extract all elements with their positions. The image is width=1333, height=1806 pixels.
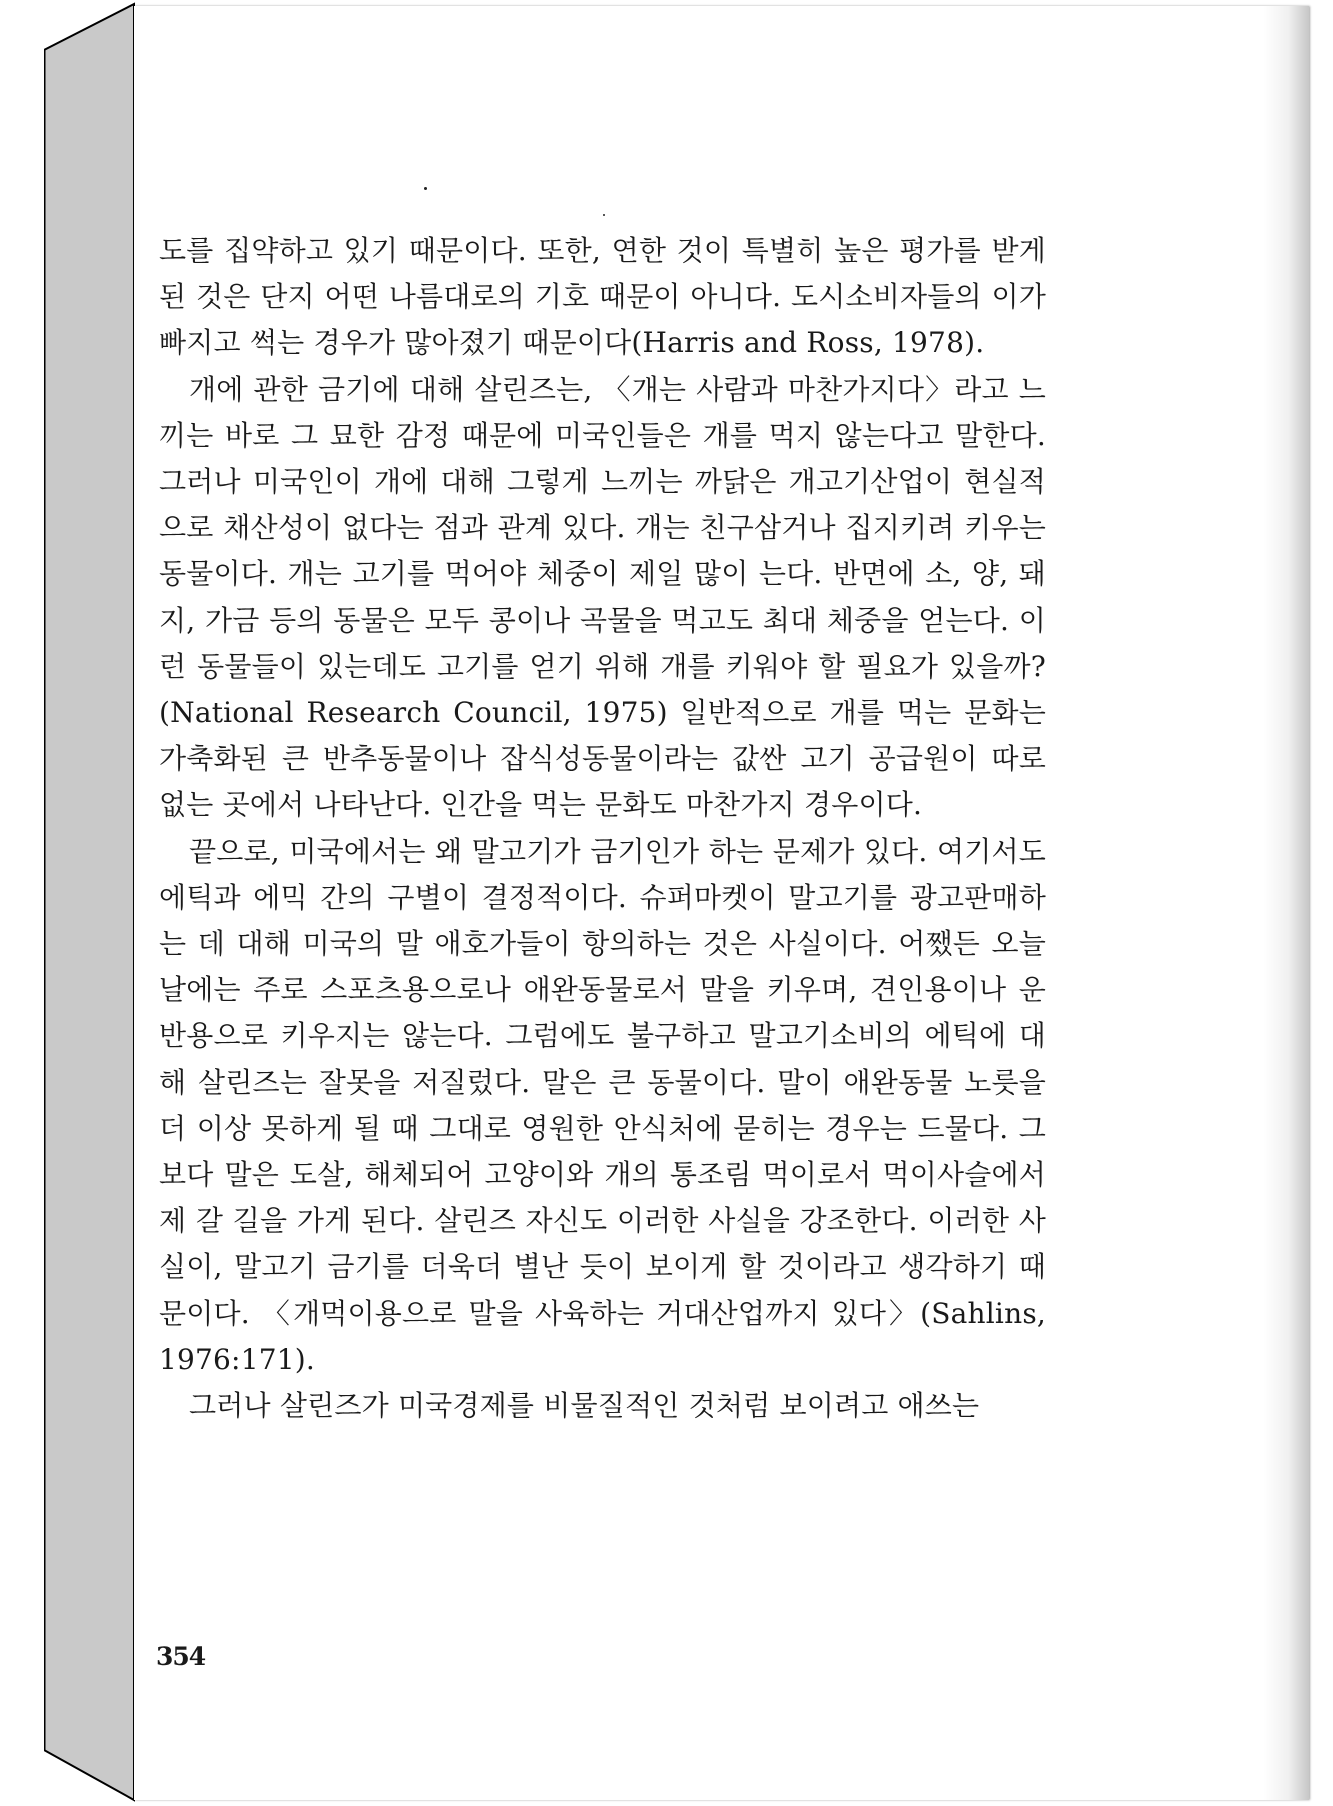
paragraph: 끝으로, 미국에서는 왜 말고기가 금기인가 하는 문제가 있다. 여기서도 에틱과 에믹 간의 구별이 결정적이다. 슈퍼마켓이 말고기를 광고판매하는 데 대해 미국의 말 애호가들이 항의하는 것은 사실이다. 어쨌든 오늘날에는 주로 스포츠용으로나 애완동물로서 말을 키우며, 견인용이나 운반용으로 키우지는 않는다. 그럼에도 불구하고 말고기소비의 에틱에 대해 살린즈는 잘못을 저질렀다. 말은 큰 동물이다. 말이 애완동물 노릇을 더 이상 못하게 될 때 그대로 영원한 안식처에 묻히는 경우는 드물다. 그보다 말은 도살, 해체되어 고양이와 개의 통조림 먹이로서 먹이사슬에서 제 갈 길을 가게 된다. 살린즈 자신도 이러한 사실을 강조한다. 이러한 사실이, 말고기 금기를 더욱더 별난 듯이 보이게 할 것이라고 생각하기 때문이다. 〈개먹이용으로 말을 사육하는 거대산업까지 있다〉(Sahlins, 1976:171). [159,834,1046,1376]
paragraph: 그러나 살린즈가 미국경제를 비물질적인 것처럼 보이려고 애쓰는 [189,1389,980,1423]
scan-speck [603,214,605,216]
page-number: 354 [156,1642,206,1671]
scan-speck [424,187,427,190]
paragraph: 개에 관한 금기에 대해 살린즈는, 〈개는 사람과 마찬가지다〉라고 느끼는 바로 그 묘한 감정 때문에 미국인들은 개를 먹지 않는다고 말한다. 그러나 미국인이 개에 대해 그렇게 느끼는 까닭은 개고기산업이 현실적으로 채산성이 없다는 점과 관계 있다. 개는 친구삼거나 집지키려 키우는 동물이다. 개는 고기를 먹어야 체중이 제일 많이 는다. 반면에 소, 양, 돼지, 가금 등의 동물은 모두 콩이나 곡물을 먹고도 최대 체중을 얻는다. 이런 동물들이 있는데도 고기를 얻기 위해 개를 키워야 할 필요가 있을까?(National Research Council, 1975) 일반적으로 개를 먹는 문화는 가축화된 큰 반추동물이나 잡식성동물이라는 값싼 고기 공급원이 따로 없는 곳에서 나타난다. 인간을 먹는 문화도 마찬가지 경우이다. [159,372,1046,822]
paragraph: 도를 집약하고 있기 때문이다. 또한, 연한 것이 특별히 높은 평가를 받게 된 것은 단지 어떤 나름대로의 기호 때문이 아니다. 도시소비자들의 이가 빠지고 썩는 경우가 많아졌기 때문이다(Harris and Ross, 1978). [159,234,1046,360]
page-curl-shadow [1263,6,1309,1800]
body-text [159,228,1046,1429]
